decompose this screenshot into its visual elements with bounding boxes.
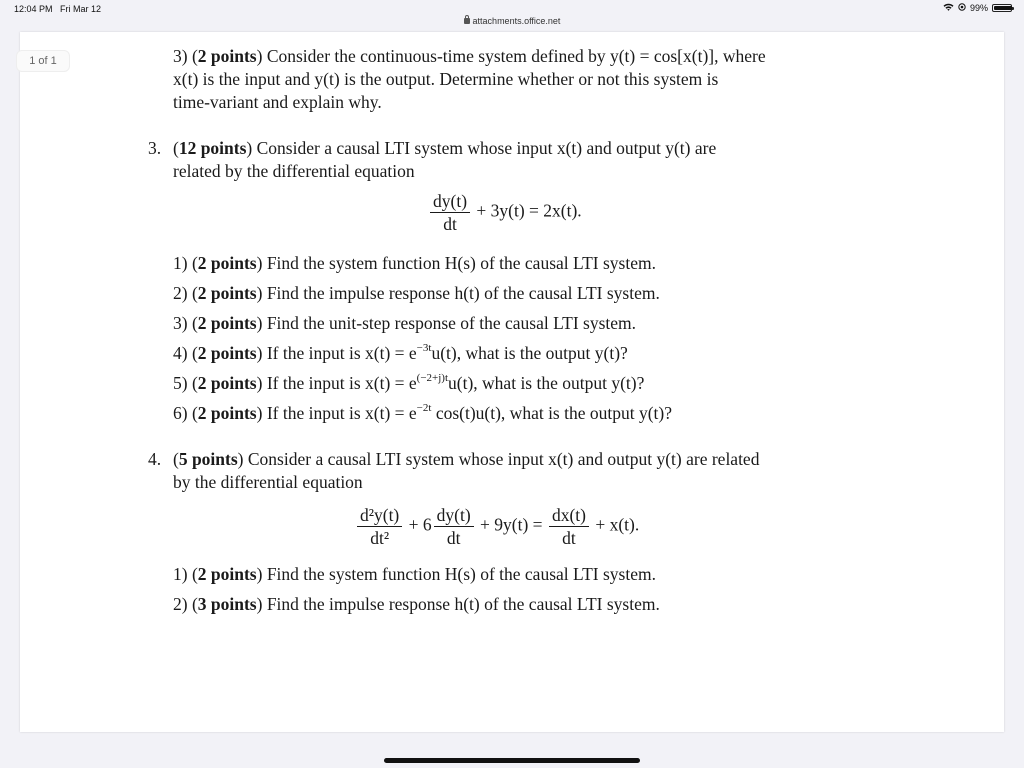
home-indicator[interactable] bbox=[384, 758, 640, 763]
wifi-icon bbox=[943, 3, 954, 13]
p3-item-4: 4) (2 points) If the input is $x(t) = e^{-3t}u(t)$, what is the output y(t)? bbox=[173, 342, 628, 363]
page-indicator: 1 of 1 bbox=[16, 50, 70, 72]
url-text: attachments.office.net bbox=[472, 16, 561, 26]
status-bar bbox=[0, 0, 1024, 16]
p4-eq-fraction-3: $\frac{dx(t)}{dt}$ bbox=[549, 504, 589, 549]
p3-item-2: 2) (2 points) Find the impulse response h(t) of the causal LTI system. bbox=[173, 283, 660, 303]
status-date: Fri Mar 12 bbox=[60, 4, 102, 14]
status-time: 12:04 PM bbox=[14, 4, 53, 14]
problem-3-number: 3. bbox=[148, 138, 162, 158]
p3-equation: $\frac{dy(t)}{dt}$ + 3y(t) = 2x(t). bbox=[428, 190, 582, 235]
battery-percent: 99% bbox=[969, 3, 988, 13]
p3-item-3: 3) (2 points) Find the unit-step response of the causal LTI system. bbox=[173, 313, 637, 333]
p4-item-1: 1) (2 points) Find the system function H(s) of the causal LTI system. bbox=[173, 564, 656, 584]
status-right bbox=[943, 3, 1012, 13]
location-icon bbox=[958, 3, 966, 13]
battery-icon bbox=[992, 4, 1012, 12]
problem-4-number: 4. bbox=[148, 449, 162, 469]
lock-icon bbox=[464, 18, 470, 24]
p4-eq-fraction-2: $\frac{dy(t)}{dt}$ bbox=[434, 504, 474, 549]
p3-line1: (12 points) Consider a causal LTI system whose input x(t) and output y(t) are bbox=[173, 138, 717, 158]
p3-line2: related by the differential equation bbox=[173, 161, 415, 181]
p2-item3-line3: time-variant and explain why. bbox=[173, 92, 382, 112]
p3-item-6: 6) (2 points) If the input is $x(t) = e^{-2t}$ cos(t)u(t), what is the output y(t)? bbox=[173, 402, 673, 423]
p2-item3-line2: x(t) is the input and y(t) is the output. Determine whether or not this system is bbox=[173, 69, 719, 89]
battery-fill bbox=[994, 6, 1012, 10]
url-bar[interactable] bbox=[0, 16, 1024, 32]
p4-item-2: 2) (3 points) Find the impulse response h(t) of the causal LTI system. bbox=[173, 594, 660, 614]
p2-item3-line1: 3) (2 points) Consider the continuous-time system defined by y(t) = cos[x(t)], where bbox=[173, 46, 766, 66]
p4-equation: $\frac{\text{d²y(t)}}{\text{dt²}}$ + 6 $\frac{dy(t)}{dt}$ + 9y(t) = $\frac{dx(t)}{dt}$ + x(t). bbox=[355, 504, 639, 549]
p4-line2: by the differential equation bbox=[173, 472, 363, 492]
p4-line1: (5 points) Consider a causal LTI system whose input x(t) and output y(t) are related bbox=[173, 449, 760, 469]
p3-item-5: 5) (2 points) If the input is $x(t) = e^{(-2+j)t}u(t)$, what is the output y(t)? bbox=[173, 372, 645, 393]
p4-eq-fraction-1: $\frac{\text{d²y(t)}}{\text{dt²}}$ bbox=[357, 504, 402, 549]
p3-item-1: 1) (2 points) Find the system function H(s) of the causal LTI system. bbox=[173, 253, 656, 273]
p3-eq-fraction: $\frac{dy(t)}{dt}$ bbox=[430, 190, 470, 235]
